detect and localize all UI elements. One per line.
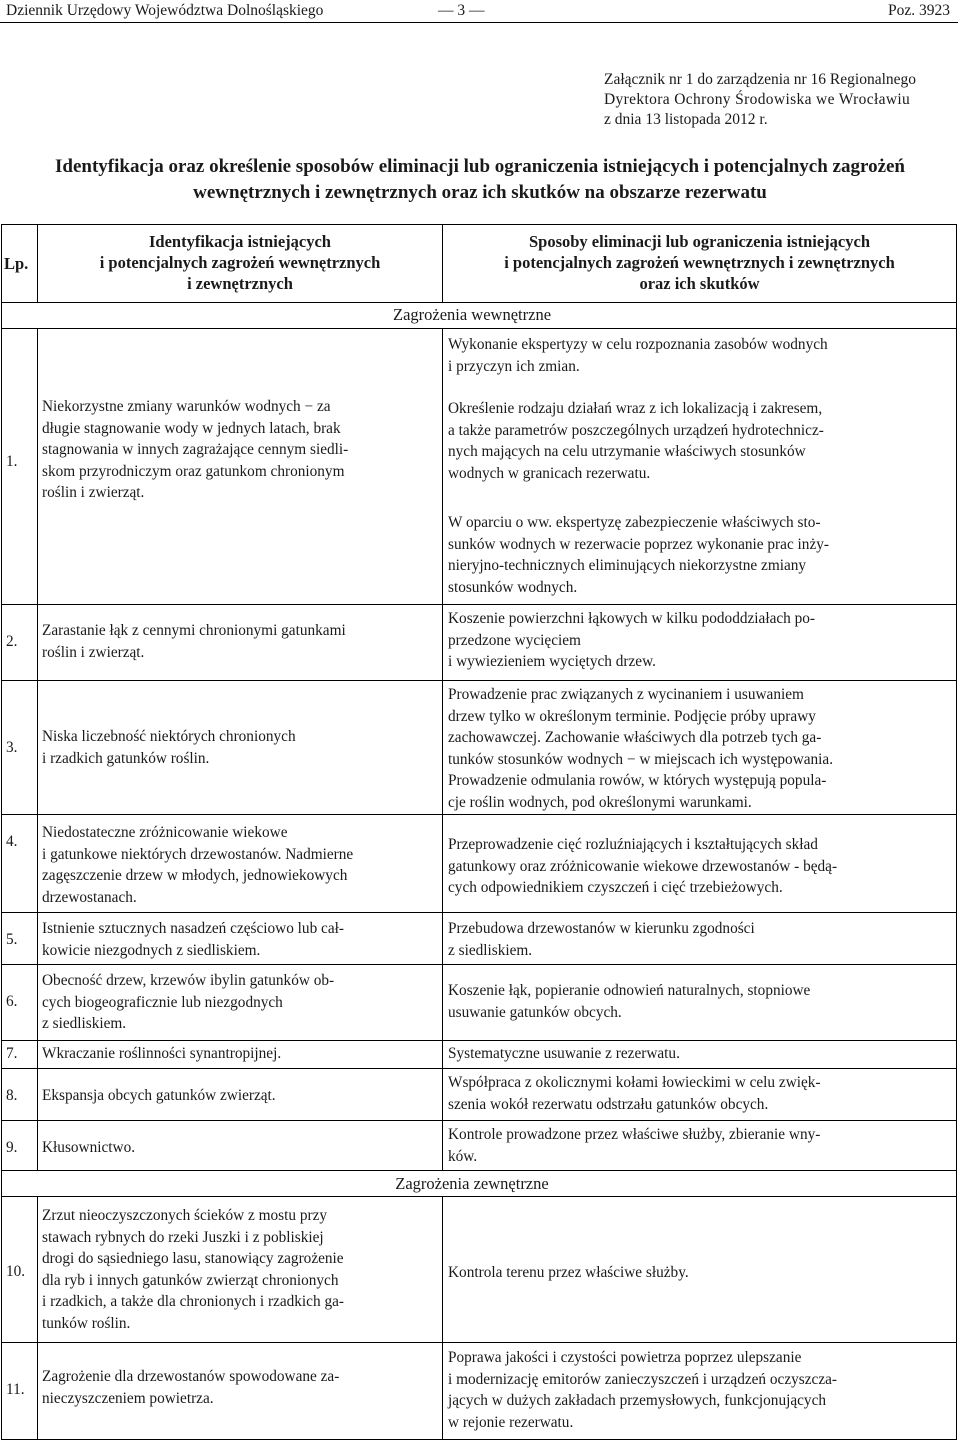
header-methods-line: oraz ich skutków bbox=[639, 274, 760, 293]
column-divider bbox=[442, 328, 443, 1170]
header-methods bbox=[443, 231, 956, 294]
threat-cell bbox=[42, 620, 346, 663]
row-number: 6. bbox=[6, 993, 18, 1010]
row-divider bbox=[1, 1068, 957, 1069]
row-divider bbox=[1, 1120, 957, 1121]
row-number: 9. bbox=[6, 1139, 18, 1156]
threat-line: i rzadkich gatunków roślin. bbox=[42, 749, 210, 767]
row-number: 1. bbox=[6, 453, 18, 470]
threat-cell bbox=[42, 1043, 281, 1065]
method-cell bbox=[448, 512, 829, 598]
journal-header bbox=[0, 0, 958, 23]
row-number: 2. bbox=[6, 633, 18, 650]
method-cell bbox=[448, 918, 755, 961]
method-line: drzew tylko w określonym terminie. Podjęcie próby uprawy bbox=[448, 707, 816, 725]
threat-line: tunków roślin. bbox=[42, 1314, 131, 1332]
method-line: ków. bbox=[448, 1147, 478, 1165]
method-line: Koszenie powierzchni łąkowych w kilku pododdziałach po- bbox=[448, 610, 816, 627]
table-border bbox=[1, 224, 2, 1440]
method-line: zachowawczej. Zachowanie właściwych dla potrzeb tych ga- bbox=[448, 729, 822, 747]
method-line: i przyczyn ich zmian. bbox=[448, 357, 580, 375]
threat-line: drzewostanach. bbox=[42, 888, 137, 906]
method-cell bbox=[448, 834, 837, 899]
method-line: usuwanie gatunków obcych. bbox=[448, 1003, 622, 1021]
threat-line: dla ryb i innych gatunków zwierząt chronionych bbox=[42, 1271, 339, 1289]
row-number: 4. bbox=[6, 833, 18, 850]
threat-line: zagęszczenie drzew w młodych, jednowiekowych bbox=[42, 867, 348, 885]
header-threats bbox=[38, 231, 442, 294]
threat-line: długie stagnowanie wody w jednych latach, brak bbox=[42, 419, 341, 437]
method-cell bbox=[448, 608, 815, 673]
threat-cell bbox=[42, 970, 334, 1035]
method-line: Prowadzenie odmulania rowów, w których występują popula- bbox=[448, 772, 827, 790]
method-cell bbox=[448, 334, 828, 377]
threat-line: skom przyrodniczym oraz gatunkom chronionym bbox=[42, 462, 345, 480]
method-cell bbox=[448, 684, 833, 814]
annex-line: z dnia 13 listopada 2012 r. bbox=[604, 111, 768, 128]
threat-cell bbox=[42, 918, 344, 961]
row-divider bbox=[1, 964, 957, 965]
threat-line: i gatunkowe niektórych drzewostanów. Nadmierne bbox=[42, 845, 354, 863]
method-cell bbox=[448, 398, 824, 484]
threat-line: stawach rybnych do rzeki Juszki i z pobliskiej bbox=[42, 1228, 324, 1246]
threat-line: Zrzut nieoczyszczonych ścieków z mostu przy bbox=[42, 1207, 328, 1224]
threat-line: Niska liczebność niektórych chronionych bbox=[42, 728, 296, 745]
section-external: Zagrożenia zewnętrzne bbox=[395, 1174, 549, 1193]
column-divider bbox=[37, 1196, 38, 1440]
method-cell bbox=[448, 1043, 680, 1065]
method-line: szenia wokół rezerwatu odstrzału gatunków obcych. bbox=[448, 1095, 769, 1113]
document-title bbox=[0, 154, 960, 206]
method-line: jących w dużych zakładach przemysłowych, funkcjonujących bbox=[448, 1392, 827, 1410]
row-number: 5. bbox=[6, 931, 18, 948]
row-number: 3. bbox=[6, 739, 18, 756]
method-line: wodnych w granicach rezerwatu. bbox=[448, 464, 651, 482]
method-line: Kontrole prowadzone przez właściwe służby, zbieranie wny- bbox=[448, 1126, 821, 1143]
journal-title: Dziennik Urzędowy Województwa Dolnośląskiego bbox=[6, 2, 324, 19]
threat-line: Kłusownictwo. bbox=[42, 1139, 136, 1156]
threat-line: stagnowania w innych zagrażające cennym siedli- bbox=[42, 441, 349, 459]
row-number: 11. bbox=[6, 1381, 25, 1398]
threat-line: cych biogeograficznie lub niezgodnych bbox=[42, 993, 283, 1011]
method-cell bbox=[448, 1347, 837, 1433]
method-line: nych mających na celu utrzymanie właściwych stosunków bbox=[448, 443, 806, 461]
row-number: 10. bbox=[6, 1263, 26, 1280]
row-divider bbox=[1, 1342, 957, 1343]
threat-cell bbox=[42, 396, 348, 504]
header-methods-line: i potencjalnych zagrożeń wewnętrznych i zewnętrznych bbox=[504, 253, 895, 272]
method-line: a także parametrów poszczególnych urządzeń hydrotechnicz- bbox=[448, 421, 824, 439]
method-line: Współpraca z okolicznymi kołami łowieckimi w celu zwięk- bbox=[448, 1074, 821, 1091]
threat-line: Istnienie sztucznych nasadzeń częściowo lub cał- bbox=[42, 920, 344, 937]
section-internal: Zagrożenia wewnętrzne bbox=[392, 305, 552, 324]
row-number: 7. bbox=[6, 1045, 18, 1062]
title-line: Identyfikacja oraz określenie sposobów eliminacji lub ograniczenia istniejących i potencjalnych zagrożeń bbox=[54, 156, 906, 177]
threat-cell bbox=[42, 1366, 339, 1409]
threat-line: nieczyszczeniem powietrza. bbox=[42, 1389, 214, 1407]
page-number: — 3 — bbox=[438, 2, 485, 19]
method-line: z siedliskiem. bbox=[448, 941, 533, 959]
method-line: Przeprowadzenie cięć rozluźniających i kształtujących skład bbox=[448, 836, 818, 853]
method-line: sunków wodnych w rezerwacie poprzez wykonanie prac inży- bbox=[448, 535, 829, 553]
method-line: Poprawa jakości i czystości powietrza poprzez ulepszanie bbox=[448, 1349, 802, 1366]
table-border bbox=[1, 1439, 957, 1440]
row-divider bbox=[1, 1040, 957, 1041]
threat-line: i rzadkich, a także dla chronionych i rzadkich ga- bbox=[42, 1293, 344, 1311]
header-lp: Lp. bbox=[4, 254, 29, 273]
method-line: gatunkowy oraz zróżnicowanie wiekowe drzewostanów - będą- bbox=[448, 857, 838, 875]
threat-line: Niekorzystne zmiany warunków wodnych − za bbox=[42, 398, 331, 415]
header-threats-line: Identyfikacja istniejących bbox=[149, 232, 331, 251]
position-number: Poz. 3923 bbox=[888, 2, 950, 19]
method-line: Systematyczne usuwanie z rezerwatu. bbox=[448, 1045, 680, 1062]
row-divider bbox=[1, 814, 957, 815]
threat-line: z siedliskiem. bbox=[42, 1015, 127, 1033]
threat-line: drogi do sąsiedniego lasu, stanowiący zagrożenie bbox=[42, 1250, 344, 1268]
method-line: w rejonie rezerwatu. bbox=[448, 1413, 574, 1431]
method-line: tunków stosunków wodnych − w miejscach ich występowania. bbox=[448, 750, 834, 768]
threat-line: Obecność drzew, krzewów ibylin gatunków ob- bbox=[42, 972, 335, 989]
threat-line: Zarastanie łąk z cennymi chronionymi gatunkami bbox=[42, 622, 346, 639]
method-cell bbox=[448, 1262, 689, 1284]
annex-line: Załącznik nr 1 do zarządzenia nr 16 Regionalnego bbox=[604, 71, 917, 88]
row-divider bbox=[1, 680, 957, 681]
header-threats-line: i zewnętrznych bbox=[187, 274, 293, 293]
method-line: Kontrola terenu przez właściwe służby. bbox=[448, 1264, 689, 1281]
row-divider bbox=[1, 1170, 957, 1171]
row-divider bbox=[1, 1196, 957, 1197]
method-line: i wywiezieniem wyciętych drzew. bbox=[448, 653, 656, 671]
annex-line: Dyrektora Ochrony Środowiska we Wrocławiu bbox=[604, 91, 911, 108]
row-divider bbox=[1, 604, 957, 605]
threat-line: Niedostateczne zróżnicowanie wiekowe bbox=[42, 824, 288, 841]
method-line: cje roślin wodnych, pod określonymi warunkami. bbox=[448, 793, 752, 811]
method-line: stosunków wodnych. bbox=[448, 578, 578, 596]
threat-cell bbox=[42, 1205, 344, 1335]
threat-line: Zagrożenie dla drzewostanów spowodowane za- bbox=[42, 1368, 340, 1385]
method-cell bbox=[448, 1072, 821, 1115]
column-divider bbox=[442, 1196, 443, 1440]
method-line: Określenie rodzaju działań wraz z ich lokalizacją i zakresem, bbox=[448, 400, 823, 417]
method-cell bbox=[448, 980, 810, 1023]
method-line: przedzone wycięciem bbox=[448, 631, 581, 649]
title-line: wewnętrznych i zewnętrznych oraz ich skutków na obszarze rezerwatu bbox=[193, 182, 767, 203]
method-line: Koszenie łąk, popieranie odnowień naturalnych, stopniowe bbox=[448, 982, 811, 999]
method-cell bbox=[448, 1124, 820, 1167]
threat-line: kowicie niezgodnych z siedliskiem. bbox=[42, 941, 261, 959]
column-divider bbox=[37, 328, 38, 1170]
method-line: cych odpowiednikiem czyszczeń i cięć trzebieżowych. bbox=[448, 879, 783, 897]
threat-cell bbox=[42, 1085, 276, 1107]
threat-line: Ekspansja obcych gatunków zwierząt. bbox=[42, 1087, 276, 1104]
method-line: Prowadzenie prac związanych z wycinaniem i usuwaniem bbox=[448, 686, 804, 703]
method-line: W oparciu o ww. ekspertyzę zabezpieczenie właściwych sto- bbox=[448, 514, 821, 531]
row-number: 8. bbox=[6, 1087, 18, 1104]
threat-cell bbox=[42, 1137, 135, 1159]
row-divider bbox=[1, 302, 957, 303]
method-line: Przebudowa drzewostanów w kierunku zgodności bbox=[448, 920, 755, 937]
row-divider bbox=[1, 912, 957, 913]
method-line: i modernizację emitorów zanieczyszczeń i urządzeń oczyszcza- bbox=[448, 1370, 837, 1388]
table-border bbox=[956, 224, 957, 1440]
threat-line: Wkraczanie roślinności synantropijnej. bbox=[42, 1045, 282, 1062]
header-methods-line: Sposoby eliminacji lub ograniczenia istniejących bbox=[528, 232, 870, 251]
threat-line: roślin i zwierząt. bbox=[42, 484, 145, 502]
header-threats-line: i potencjalnych zagrożeń wewnętrznych bbox=[99, 253, 381, 272]
row-divider bbox=[1, 328, 957, 329]
method-line: Wykonanie ekspertyzy w celu rozpoznania zasobów wodnych bbox=[448, 336, 828, 353]
threat-line: roślin i zwierząt. bbox=[42, 643, 145, 661]
table-border bbox=[1, 224, 957, 225]
method-line: nieryjno-technicznych eliminujących niekorzystne zmiany bbox=[448, 557, 807, 575]
annex-note bbox=[604, 70, 956, 130]
threat-cell bbox=[42, 822, 353, 908]
threat-cell bbox=[42, 726, 296, 769]
